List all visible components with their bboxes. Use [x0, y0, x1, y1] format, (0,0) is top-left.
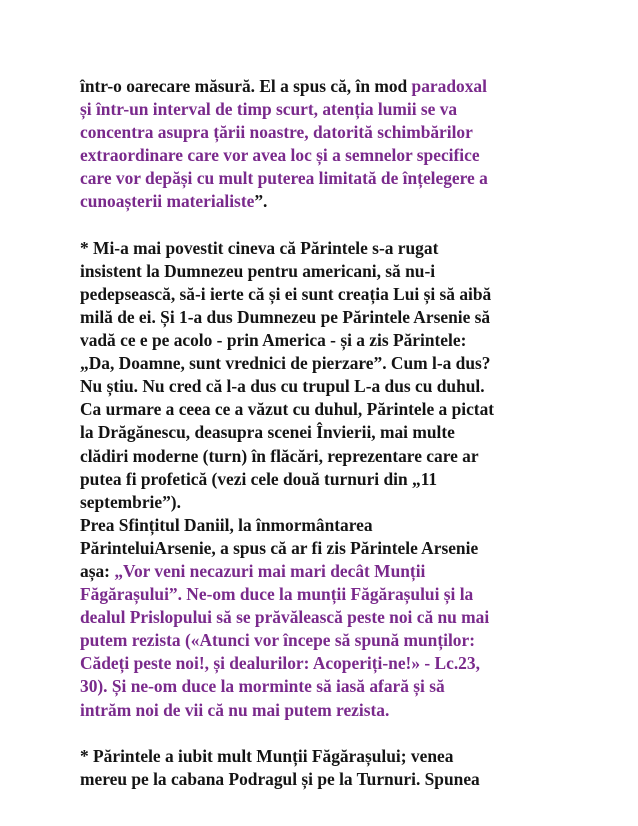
text-line: la Drăgănescu, deasupra scenei Învierii, mai multe [80, 422, 455, 443]
paragraph-america-prayer [80, 237, 560, 514]
highlighted-text-line: extraordinare care vor avea loc și a semnelor specifice [80, 145, 480, 166]
document-body [80, 75, 560, 791]
highlighted-text: cunoașterii materialiste [80, 191, 255, 212]
highlighted-text: paradoxal [411, 76, 487, 96]
text-line: septembrie”). [80, 491, 181, 512]
text-line: așa: „Vor veni necazuri mai mari decât Munții [80, 560, 426, 581]
text-line: Prea Sfințitul Daniil, la înmormântarea [80, 514, 373, 535]
highlighted-text-line: putem rezista («Atunci vor începe să spună munților: [80, 630, 475, 651]
text-line: „Da, Doamne, sunt vrednici de pierzare”. Cum l-a dus? [80, 353, 491, 374]
text-line: Nu știu. Nu cred că l-a dus cu trupul L-a dus cu duhul. [80, 376, 485, 397]
text-line: clădiri moderne (turn) în flăcări, reprezentare care ar [80, 445, 479, 466]
text-line: putea fi profetică (vezi cele două turnuri din „11 [80, 468, 438, 489]
text-line: cunoașterii materialiste”. [80, 191, 268, 212]
highlighted-text: „Vor veni necazuri mai mari decât Munții [114, 560, 426, 581]
text-line: * Părintele a iubit mult Munții Făgărașului; venea [80, 745, 454, 766]
text-line: PărinteluiArsenie, a spus că ar fi zis Părintele Arsenie [80, 537, 479, 558]
text-line: pedepsească, să-i ierte că și ei sunt creația Lui și să aibă [80, 283, 492, 304]
text-line: * Mi-a mai povestit cineva că Părintele s-a rugat [80, 237, 439, 258]
highlighted-text-line: și într-un interval de timp scurt, atenția lumii se va [80, 99, 458, 120]
highlighted-text-line: intrăm noi de vii că nu mai putem rezista. [80, 699, 390, 720]
paragraph-prophecy-continuation [80, 75, 560, 214]
text-line: vadă ce e pe acolo - prin America - și a zis Părintele: [80, 330, 467, 351]
text-line: mereu pe la cabana Podragul și pe la Turnuri. Spunea [80, 768, 480, 789]
highlighted-text-line: concentra asupra țării noastre, datorită schimbărilor [80, 122, 473, 143]
highlighted-text-line: Făgărașului”. Ne-om duce la munții Făgărașului și la [80, 584, 474, 605]
text-line: într-o oarecare măsură. El a spus că, în mod paradoxal [80, 76, 487, 96]
highlighted-text-line: Cădeți peste noi!, și dealurilor: Acoperiți-ne!» - Lc.23, [80, 653, 480, 674]
paragraph-fagaras-mountains [80, 745, 560, 791]
text-line: Ca urmare a ceea ce a văzut cu duhul, Părintele a pictat [80, 399, 495, 420]
text-line: insistent la Dumnezeu pentru americani, să nu-i [80, 260, 436, 281]
paragraph-spacer [80, 214, 560, 237]
highlighted-text-line: 30). Și ne-om duce la morminte să iasă afară și să [80, 676, 445, 697]
paragraph-spacer [80, 722, 560, 745]
highlighted-text-line: dealul Prislopului să se prăvălească peste noi că nu mai [80, 607, 490, 628]
paragraph-funeral-quote [80, 514, 560, 722]
highlighted-text-line: care vor depăși cu mult puterea limitată de înțelegere a [80, 168, 488, 189]
text-line: milă de ei. Și 1-a dus Dumnezeu pe Părintele Arsenie să [80, 306, 491, 327]
